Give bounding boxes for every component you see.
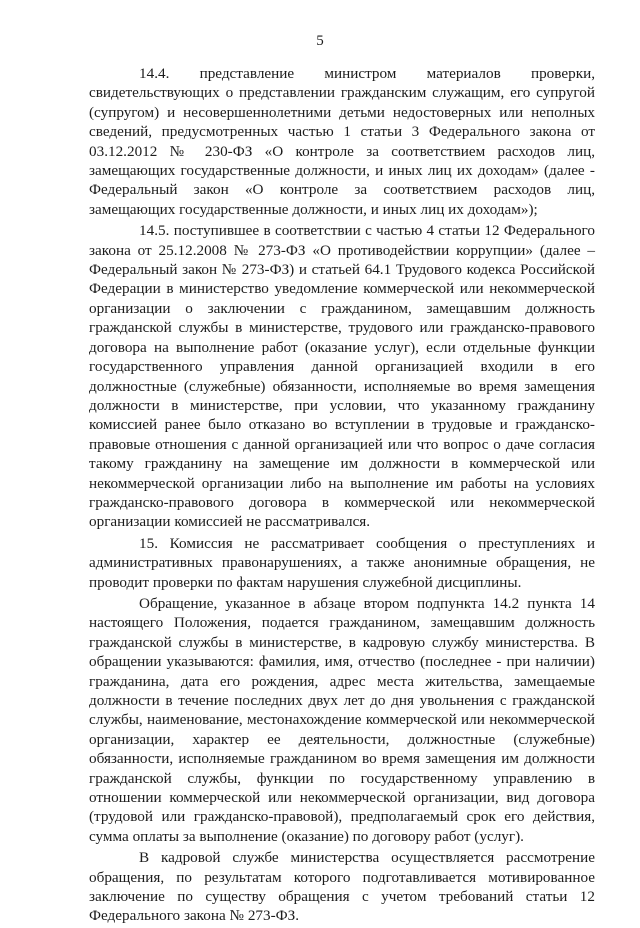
paragraph-appeal: Обращение, указанное в абзаце втором подпункта 14.2 пункта 14 настоящего Положения, подается гражданином, замещавшим должность гражданской службы в министерстве, в кадровую службу министерства. В обращении указываются: фамилия, имя, отчество (последнее - при наличии) гражданина, дата его рождения, адрес места жительства, замещаемые должности в течение последних двух лет до дня увольнения с гражданской службы, наименование, местонахождение коммерческой или некоммерческой организации, характер ее деятельности, должностные (служебные) обязанности, исполняемые гражданином во время замещения им должности гражданской службы, функции по государственному управлению в отношении коммерческой или некоммерческой организации, вид договора (трудовой или гражданско-правовой), предполагаемый срок его действия, сумма оплаты за выполнение (оказание) по договору работ (услуг).	[89, 594, 595, 845]
page-number: 5	[316, 33, 324, 49]
document-body	[89, 64, 595, 928]
paragraph-review: В кадровой службе министерства осуществляется рассмотрение обращения, по результатам которого подготавливается мотивированное заключение по существу обращения с учетом требований статьи 12 Федерального закона № 273-ФЗ.	[89, 849, 595, 925]
paragraph-14-4: 14.4. представление министром материалов проверки, свидетельствующих о представлении гражданским служащим, его супругой (супругом) и несовершеннолетними детьми недостоверных или неполных сведений, предусмотренных частью 1 статьи 3 Федерального закона от 03.12.2012 № 230-ФЗ «О контроле за соответствием расходов лиц, замещающих государственные должности, и иных лиц их доходам» (далее - Федеральный закон «О контроле за соответствием расходов лиц, замещающих государственные должности, и иных лиц их доходам»);	[89, 65, 595, 218]
paragraph-15: 15. Комиссия не рассматривает сообщения о преступлениях и административных правонарушениях, а также анонимные обращения, не проводит проверки по фактам нарушения служебной дисциплины.	[89, 534, 595, 591]
paragraph-14-5: 14.5. поступившее в соответствии с частью 4 статьи 12 Федерального закона от 25.12.2008 № 273-ФЗ «О противодействии коррупции» (далее – Федеральный закон № 273-ФЗ) и статьей 64.1 Трудового кодекса Российской Федерации в министерство уведомление коммерческой или некоммерческой организации о заключении с гражданином, замещавшим должность гражданской службы в министерстве, трудового или гражданско-правового договора на выполнение работ (оказание услуг), если отдельные функции государственного управления данной организацией входили в его должностные (служебные) обязанности, исполняемые во время замещения должности в министерстве, при условии, что указанному гражданину комиссией ранее было отказано во вступлении в трудовые и гражданско-правовые отношения с данной организацией или что вопрос о даче согласия такому гражданину на замещение им должности в коммерческой или некоммерческой организации либо на выполнение им работы на условиях гражданско-правового договора в коммерческой или некоммерческой организации комиссией не рассматривался.	[89, 222, 595, 531]
